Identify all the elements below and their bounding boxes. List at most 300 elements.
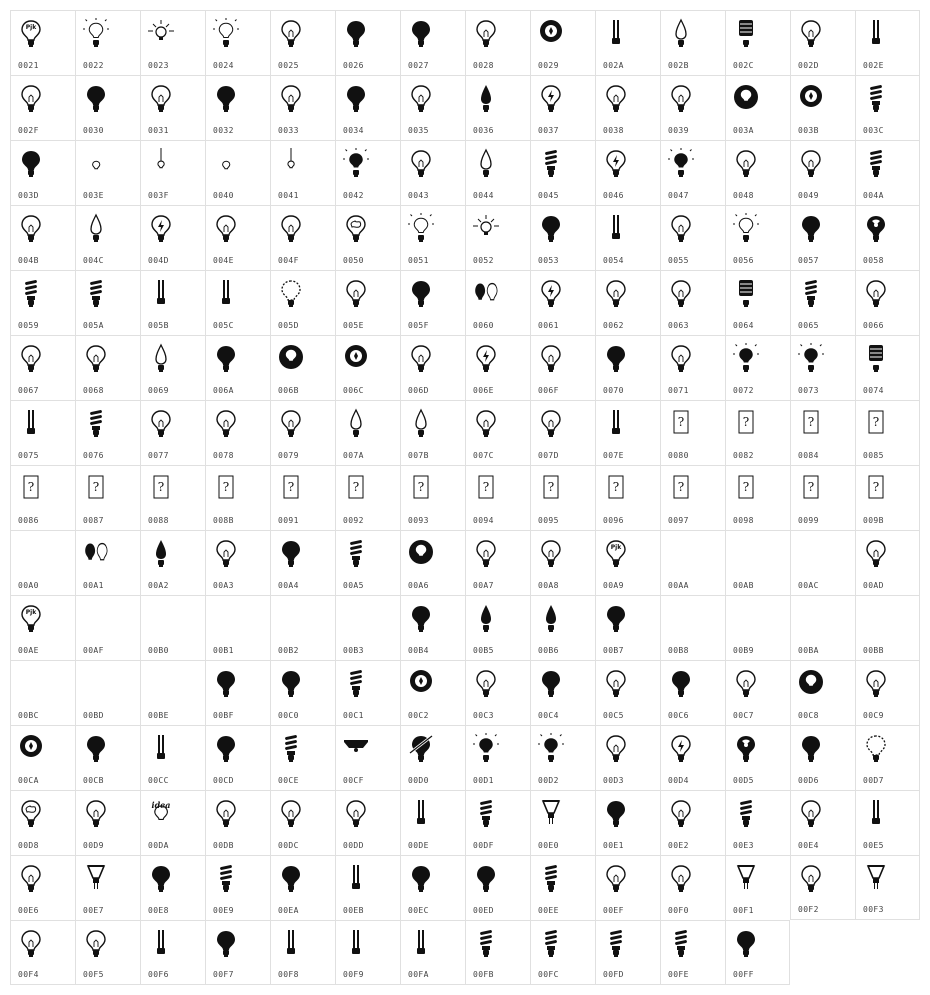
spiral-icon <box>473 797 499 829</box>
glyph-code: 00C7 <box>733 711 754 720</box>
glyph-cell[interactable] <box>790 725 855 790</box>
glyph-cell[interactable] <box>335 920 400 985</box>
outline-bulb-icon <box>733 667 759 699</box>
glyph-cell[interactable] <box>270 10 335 75</box>
glyph-cell[interactable] <box>335 855 400 920</box>
radiant-side-icon <box>473 212 499 244</box>
glyph-cell[interactable] <box>855 595 920 660</box>
glyph-cell[interactable] <box>140 335 205 400</box>
glyph-row <box>10 920 920 985</box>
glyph-cell[interactable] <box>400 790 465 855</box>
glyph-cell[interactable] <box>335 465 400 530</box>
glyph-cell[interactable] <box>595 530 660 595</box>
glyph-cell[interactable] <box>660 790 725 855</box>
svg-text:?: ? <box>807 480 815 494</box>
glyph-cell[interactable] <box>270 465 335 530</box>
glyph-code: 0039 <box>668 126 689 135</box>
glyph-cell[interactable] <box>530 205 595 270</box>
glyph-cell[interactable] <box>205 920 270 985</box>
glyph-code: 0043 <box>408 191 429 200</box>
glyph-cell[interactable] <box>790 400 855 465</box>
glyph-cell[interactable] <box>465 920 530 985</box>
filled-bulb-icon <box>213 82 239 114</box>
glyph-code: 00D2 <box>538 776 559 785</box>
glyph-cell[interactable] <box>530 660 595 725</box>
svg-text:?: ? <box>742 480 750 494</box>
glyph-code: 00B2 <box>278 646 299 655</box>
filled-bulb-icon <box>278 537 304 569</box>
candle-icon <box>83 212 109 244</box>
glyph-cell[interactable] <box>205 530 270 595</box>
glyph-cell[interactable] <box>595 595 660 660</box>
glyph-code: 00EE <box>538 906 559 915</box>
glyph-cell[interactable] <box>725 660 790 725</box>
glyph-cell[interactable] <box>790 140 855 205</box>
glyph-code: 00AA <box>668 581 689 590</box>
glyph-cell[interactable] <box>400 530 465 595</box>
glyph-cell[interactable] <box>595 855 660 920</box>
glyph-cell[interactable] <box>400 205 465 270</box>
glyph-cell[interactable] <box>855 75 920 140</box>
glyph-cell[interactable] <box>10 725 75 790</box>
filled-bulb-icon <box>83 82 109 114</box>
glyph-cell[interactable] <box>205 140 270 205</box>
no-bulb-icon <box>408 732 434 764</box>
glyph-cell[interactable] <box>140 10 205 75</box>
outline-bulb-icon <box>408 147 434 179</box>
glyph-cell[interactable] <box>10 335 75 400</box>
glyph-cell[interactable] <box>400 335 465 400</box>
glyph-cell[interactable] <box>140 140 205 205</box>
circle-bulb-icon <box>278 342 304 374</box>
glyph-cell[interactable] <box>855 10 920 75</box>
glyph-code: 00FF <box>733 970 754 979</box>
glyph-cell[interactable] <box>10 270 75 335</box>
glyph-cell[interactable] <box>75 725 140 790</box>
glyph-cell[interactable] <box>75 205 140 270</box>
glyph-cell[interactable] <box>140 465 205 530</box>
glyph-cell[interactable] <box>725 595 790 660</box>
glyph-cell[interactable] <box>140 855 205 920</box>
glyph-code: 004C <box>83 256 104 265</box>
glyph-cell[interactable] <box>465 725 530 790</box>
glyph-cell[interactable] <box>140 725 205 790</box>
glyph-code: 00B4 <box>408 646 429 655</box>
glyph-cell[interactable] <box>10 660 75 725</box>
glyph-code: 0053 <box>538 256 559 265</box>
glyph-cell[interactable] <box>140 920 205 985</box>
glyph-cell[interactable] <box>465 10 530 75</box>
glyph-code: 00A5 <box>343 581 364 590</box>
glyph-cell[interactable] <box>660 400 725 465</box>
outline-bulb-icon <box>863 277 889 309</box>
glyph-code: 0047 <box>668 191 689 200</box>
glyph-code: 0032 <box>213 126 234 135</box>
glyph-cell[interactable] <box>465 140 530 205</box>
glyph-cell[interactable] <box>335 270 400 335</box>
glyph-code: 00CA <box>18 776 39 785</box>
glyph-cell[interactable] <box>660 335 725 400</box>
glyph-cell[interactable] <box>400 725 465 790</box>
glyph-cell[interactable] <box>595 790 660 855</box>
svg-text:idea: idea <box>151 800 171 810</box>
glyph-cell[interactable] <box>270 270 335 335</box>
glyph-cell[interactable] <box>855 530 920 595</box>
tube-icon <box>148 732 174 764</box>
glyph-cell[interactable] <box>10 10 75 75</box>
glyph-code: 00B5 <box>473 646 494 655</box>
glyph-cell[interactable] <box>270 790 335 855</box>
glyph-cell[interactable] <box>725 75 790 140</box>
glyph-cell[interactable] <box>790 790 855 855</box>
badge-bulb-icon <box>798 82 824 114</box>
glyph-cell[interactable] <box>10 465 75 530</box>
circle-bulb-icon <box>798 667 824 699</box>
glyph-cell[interactable] <box>205 595 270 660</box>
glyph-cell[interactable] <box>465 205 530 270</box>
glyph-cell[interactable] <box>530 465 595 530</box>
glyph-cell[interactable] <box>595 400 660 465</box>
glyph-cell[interactable] <box>270 595 335 660</box>
glyph-cell[interactable] <box>10 140 75 205</box>
missing-icon <box>278 472 304 504</box>
glyph-cell[interactable] <box>75 75 140 140</box>
glyph-cell[interactable] <box>855 790 920 855</box>
glyph-cell[interactable] <box>75 10 140 75</box>
glyph-cell[interactable] <box>660 75 725 140</box>
glyph-code: 0044 <box>473 191 494 200</box>
led-icon <box>733 277 759 309</box>
glyph-cell[interactable] <box>400 270 465 335</box>
svg-text:Pjk: Pjk <box>25 609 37 616</box>
glyph-cell[interactable] <box>660 10 725 75</box>
glyph-code: 0049 <box>798 191 819 200</box>
glyph-cell[interactable] <box>140 660 205 725</box>
glyph-cell[interactable] <box>465 270 530 335</box>
glyph-cell[interactable] <box>140 595 205 660</box>
glyph-cell[interactable] <box>790 530 855 595</box>
glyph-cell[interactable] <box>790 75 855 140</box>
glyph-cell[interactable] <box>725 725 790 790</box>
glyph-cell[interactable] <box>205 465 270 530</box>
glyph-cell[interactable] <box>140 400 205 465</box>
glyph-cell[interactable] <box>530 855 595 920</box>
glyph-code: 00F8 <box>278 970 299 979</box>
glyph-cell[interactable] <box>530 10 595 75</box>
glyph-cell[interactable] <box>725 10 790 75</box>
glyph-cell[interactable] <box>595 920 660 985</box>
glyph-cell[interactable] <box>660 270 725 335</box>
glyph-cell[interactable] <box>530 725 595 790</box>
glyph-cell[interactable] <box>400 855 465 920</box>
glyph-cell[interactable] <box>335 725 400 790</box>
glyph-code: 0054 <box>603 256 624 265</box>
glyph-cell[interactable] <box>10 205 75 270</box>
glyph-cell[interactable] <box>790 855 855 920</box>
glyph-cell[interactable] <box>205 205 270 270</box>
glyph-cell[interactable] <box>530 335 595 400</box>
glyph-cell[interactable] <box>205 790 270 855</box>
glyph-cell[interactable] <box>725 465 790 530</box>
glyph-cell[interactable] <box>465 790 530 855</box>
glyph-code: 0037 <box>538 126 559 135</box>
glyph-cell[interactable] <box>205 75 270 140</box>
glyph-cell[interactable] <box>595 75 660 140</box>
glyph-cell[interactable] <box>10 400 75 465</box>
glyph-row <box>10 725 920 790</box>
glyph-cell[interactable] <box>140 270 205 335</box>
glyph-cell[interactable] <box>530 270 595 335</box>
glyph-cell[interactable] <box>205 660 270 725</box>
glyph-cell[interactable] <box>10 75 75 140</box>
glyph-cell[interactable] <box>790 595 855 660</box>
glyph-cell[interactable] <box>465 660 530 725</box>
glyph-cell[interactable] <box>75 335 140 400</box>
glyph-cell[interactable] <box>855 335 920 400</box>
glyph-cell[interactable] <box>725 270 790 335</box>
glyph-cell[interactable] <box>205 855 270 920</box>
glyph-cell[interactable] <box>790 660 855 725</box>
outline-bulb-icon <box>538 407 564 439</box>
glyph-cell[interactable] <box>75 400 140 465</box>
glyph-cell[interactable] <box>75 595 140 660</box>
glyph-cell[interactable] <box>335 205 400 270</box>
glyph-cell[interactable] <box>855 725 920 790</box>
glyph-cell[interactable] <box>725 140 790 205</box>
glyph-row <box>10 75 920 140</box>
glyph-cell[interactable] <box>725 205 790 270</box>
glyph-cell[interactable] <box>530 790 595 855</box>
outline-bulb-icon <box>603 732 629 764</box>
glyph-cell[interactable] <box>75 140 140 205</box>
glyph-cell[interactable] <box>270 140 335 205</box>
glyph-code: 00E6 <box>18 906 39 915</box>
glyph-cell[interactable] <box>400 140 465 205</box>
glyph-cell[interactable] <box>75 790 140 855</box>
svg-text:Pjk: Pjk <box>610 544 622 551</box>
glyph-cell[interactable] <box>400 920 465 985</box>
glyph-cell[interactable] <box>660 465 725 530</box>
missing-icon <box>863 407 889 439</box>
glyph-cell[interactable] <box>335 75 400 140</box>
glyph-cell[interactable] <box>725 335 790 400</box>
glyph-cell[interactable] <box>855 205 920 270</box>
glyph-cell[interactable] <box>140 75 205 140</box>
glyph-cell[interactable] <box>335 595 400 660</box>
candle-filled-icon <box>148 537 174 569</box>
glyph-cell[interactable] <box>75 530 140 595</box>
glyph-cell[interactable] <box>790 465 855 530</box>
glyph-code: 00AE <box>18 646 39 655</box>
spiral-icon <box>603 927 629 959</box>
glyph-cell[interactable] <box>660 595 725 660</box>
glyph-cell[interactable] <box>595 10 660 75</box>
glyph-code: 003D <box>18 191 39 200</box>
glyph-cell[interactable] <box>725 400 790 465</box>
glyph-code: 00AC <box>798 581 819 590</box>
glyph-code: 00A7 <box>473 581 494 590</box>
glyph-cell[interactable] <box>530 400 595 465</box>
glyph-code: 00FC <box>538 970 559 979</box>
glyph-cell[interactable] <box>205 335 270 400</box>
glyph-cell[interactable] <box>660 920 725 985</box>
glyph-code: 00EA <box>278 906 299 915</box>
glyph-cell[interactable] <box>270 205 335 270</box>
glyph-cell[interactable] <box>465 75 530 140</box>
glyph-cell[interactable] <box>205 10 270 75</box>
filled-bulb-icon <box>343 82 369 114</box>
glyph-row <box>10 660 920 725</box>
glyph-cell[interactable] <box>335 140 400 205</box>
glyph-cell[interactable] <box>855 140 920 205</box>
glyph-cell[interactable] <box>205 725 270 790</box>
glyph-cell[interactable] <box>855 855 920 920</box>
candle-filled-icon <box>538 602 564 634</box>
glyph-cell[interactable] <box>530 75 595 140</box>
glyph-cell[interactable] <box>140 790 205 855</box>
glyph-code: 0022 <box>83 61 104 70</box>
glyph-code: 0050 <box>343 256 364 265</box>
glyph-code: 006E <box>473 386 494 395</box>
glyph-cell[interactable] <box>530 530 595 595</box>
candle-filled-icon <box>473 82 499 114</box>
glyph-cell[interactable] <box>205 270 270 335</box>
glyph-cell[interactable] <box>465 335 530 400</box>
glyph-cell[interactable] <box>465 400 530 465</box>
glyph-cell[interactable] <box>855 270 920 335</box>
glyph-cell[interactable] <box>725 790 790 855</box>
glyph-cell[interactable] <box>660 855 725 920</box>
glyph-cell[interactable] <box>595 270 660 335</box>
glyph-cell[interactable] <box>335 790 400 855</box>
glyph-cell[interactable] <box>465 465 530 530</box>
glyph-cell[interactable] <box>270 725 335 790</box>
glyph-code: 00E9 <box>213 906 234 915</box>
glyph-cell[interactable] <box>270 855 335 920</box>
glyph-cell[interactable] <box>660 660 725 725</box>
glyph-cell[interactable] <box>530 920 595 985</box>
glyph-cell[interactable] <box>75 920 140 985</box>
glyph-code: 00B8 <box>668 646 689 655</box>
glyph-row <box>10 10 920 75</box>
glyph-cell[interactable] <box>270 75 335 140</box>
glyph-cell[interactable] <box>10 790 75 855</box>
glyph-cell[interactable] <box>400 465 465 530</box>
glyph-cell[interactable] <box>660 140 725 205</box>
glyph-cell[interactable] <box>595 140 660 205</box>
outline-bulb-icon <box>213 797 239 829</box>
glyph-cell[interactable] <box>10 595 75 660</box>
glyph-cell[interactable] <box>530 140 595 205</box>
missing-icon <box>798 472 824 504</box>
glyph-cell[interactable] <box>270 530 335 595</box>
glyph-cell[interactable] <box>75 855 140 920</box>
glyph-row <box>10 205 920 270</box>
spiral-icon <box>83 407 109 439</box>
candle-icon <box>668 17 694 49</box>
glyph-code: 002C <box>733 61 754 70</box>
glyph-cell[interactable] <box>855 465 920 530</box>
glyph-code: 0060 <box>473 321 494 330</box>
glyph-cell[interactable] <box>75 270 140 335</box>
outline-bulb-icon <box>798 862 824 894</box>
glyph-code: 00C0 <box>278 711 299 720</box>
glyph-code: 00C1 <box>343 711 364 720</box>
glyph-code: 0056 <box>733 256 754 265</box>
glyph-cell[interactable] <box>725 530 790 595</box>
glyph-cell[interactable] <box>335 400 400 465</box>
glyph-cell[interactable] <box>400 660 465 725</box>
glyph-code: 00F4 <box>18 970 39 979</box>
glyph-cell[interactable] <box>660 205 725 270</box>
glyph-cell[interactable] <box>790 10 855 75</box>
glyph-cell[interactable] <box>595 660 660 725</box>
glyph-cell[interactable] <box>660 530 725 595</box>
glyph-cell[interactable] <box>595 465 660 530</box>
glyph-cell[interactable] <box>530 595 595 660</box>
glyph-cell[interactable] <box>10 530 75 595</box>
glyph-cell[interactable] <box>335 335 400 400</box>
filled-bulb-icon <box>408 277 434 309</box>
hanging-icon <box>148 147 174 179</box>
glyph-cell[interactable] <box>855 400 920 465</box>
glyph-row <box>10 140 920 205</box>
outline-bulb-icon <box>83 927 109 959</box>
glyph-cell[interactable] <box>790 270 855 335</box>
glyph-cell[interactable] <box>270 335 335 400</box>
glyph-cell[interactable] <box>725 920 790 985</box>
glyph-cell[interactable] <box>595 725 660 790</box>
glyph-cell[interactable] <box>595 335 660 400</box>
glyph-cell[interactable] <box>400 10 465 75</box>
glyph-cell[interactable] <box>140 530 205 595</box>
glyph-cell[interactable] <box>270 920 335 985</box>
glyph-cell[interactable] <box>10 855 75 920</box>
glyph-cell[interactable] <box>75 660 140 725</box>
glyph-cell[interactable] <box>75 465 140 530</box>
glyph-cell[interactable] <box>790 205 855 270</box>
hazard-bulb-icon <box>733 732 759 764</box>
outline-bulb-icon <box>603 82 629 114</box>
glyph-cell[interactable] <box>465 595 530 660</box>
glyph-cell[interactable] <box>400 400 465 465</box>
glyph-cell[interactable] <box>335 660 400 725</box>
glyph-cell[interactable] <box>205 400 270 465</box>
glyph-cell[interactable] <box>335 10 400 75</box>
glyph-cell[interactable] <box>725 855 790 920</box>
spiral-icon <box>473 927 499 959</box>
glyph-cell[interactable] <box>465 855 530 920</box>
glyph-cell[interactable] <box>400 75 465 140</box>
glyph-cell[interactable] <box>660 725 725 790</box>
glyph-cell[interactable] <box>465 530 530 595</box>
glyph-cell[interactable] <box>595 205 660 270</box>
glyph-cell[interactable] <box>270 400 335 465</box>
glyph-cell[interactable] <box>10 920 75 985</box>
missing-icon <box>473 472 499 504</box>
glyph-cell[interactable] <box>270 660 335 725</box>
glyph-cell[interactable] <box>790 335 855 400</box>
missing-icon <box>863 472 889 504</box>
glyph-cell[interactable] <box>400 595 465 660</box>
glyph-cell[interactable] <box>140 205 205 270</box>
glyph-row <box>10 530 920 595</box>
glyph-cell[interactable] <box>855 660 920 725</box>
glyph-code: 00FE <box>668 970 689 979</box>
glyph-code: 00B3 <box>343 646 364 655</box>
glyph-cell[interactable] <box>335 530 400 595</box>
idea-bulb-icon <box>148 797 174 829</box>
